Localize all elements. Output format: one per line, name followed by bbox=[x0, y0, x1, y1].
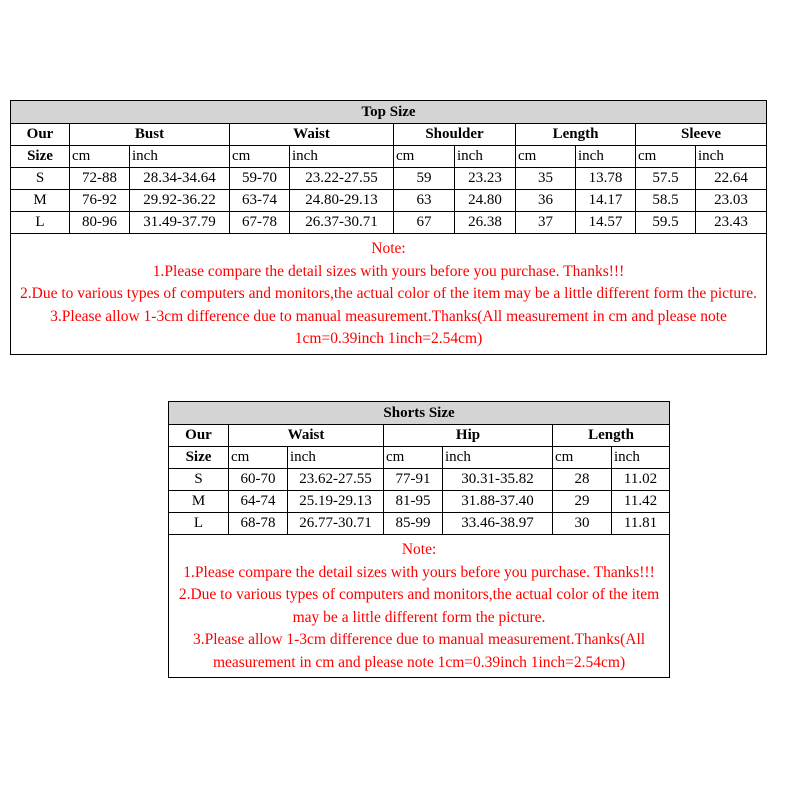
table-cell: 59-70 bbox=[230, 168, 290, 190]
table-cell: 25.19-29.13 bbox=[288, 491, 384, 513]
unit-header: cm bbox=[394, 146, 455, 168]
table-cell: 26.37-30.71 bbox=[290, 212, 394, 234]
table-row bbox=[169, 513, 670, 535]
table-cell: 14.57 bbox=[576, 212, 636, 234]
unit-header: inch bbox=[455, 146, 516, 168]
unit-header: cm bbox=[636, 146, 696, 168]
table-cell: 14.17 bbox=[576, 190, 636, 212]
unit-header: inch bbox=[443, 447, 553, 469]
group-waist: Waist bbox=[230, 124, 394, 146]
note-line: 1.Please compare the detail sizes with yours before you purchase. Thanks!!! bbox=[183, 563, 655, 581]
unit-header: cm bbox=[229, 447, 288, 469]
group-waist: Waist bbox=[229, 425, 384, 447]
table-row bbox=[11, 190, 767, 212]
table-cell: 11.02 bbox=[612, 469, 670, 491]
unit-header: inch bbox=[130, 146, 230, 168]
table-cell: 80-96 bbox=[70, 212, 130, 234]
table-cell: 28 bbox=[553, 469, 612, 491]
table-row bbox=[169, 469, 670, 491]
table-cell: 85-99 bbox=[384, 513, 443, 535]
table-cell: 31.49-37.79 bbox=[130, 212, 230, 234]
our-label: Our bbox=[11, 124, 70, 146]
table-cell: 11.81 bbox=[612, 513, 670, 535]
table-cell: 11.42 bbox=[612, 491, 670, 513]
table-cell: 63 bbox=[394, 190, 455, 212]
table-row bbox=[11, 168, 767, 190]
table-cell: 26.38 bbox=[455, 212, 516, 234]
group-length: Length bbox=[516, 124, 636, 146]
table-cell: 72-88 bbox=[70, 168, 130, 190]
unit-header: cm bbox=[70, 146, 130, 168]
table-cell: 57.5 bbox=[636, 168, 696, 190]
table-cell: 26.77-30.71 bbox=[288, 513, 384, 535]
group-length: Length bbox=[553, 425, 670, 447]
table-cell: 23.03 bbox=[696, 190, 767, 212]
unit-header: inch bbox=[612, 447, 670, 469]
table-cell: 29.92-36.22 bbox=[130, 190, 230, 212]
table-cell: 30 bbox=[553, 513, 612, 535]
table-cell: 67-78 bbox=[230, 212, 290, 234]
note-line: 3.Please allow 1-3cm difference due to manual measurement.Thanks(All measurement in cm and please note 1cm=0.39inch 1inch=2.54cm) bbox=[50, 307, 727, 347]
note-line: 2.Due to various types of computers and monitors,the actual color of the item may be a little different form the picture. bbox=[20, 285, 758, 302]
unit-header: cm bbox=[516, 146, 576, 168]
table-cell: 13.78 bbox=[576, 168, 636, 190]
shorts-size-table bbox=[168, 401, 670, 678]
table-cell: 33.46-38.97 bbox=[443, 513, 553, 535]
table-cell: 37 bbox=[516, 212, 576, 234]
table-cell: 36 bbox=[516, 190, 576, 212]
table-cell: 81-95 bbox=[384, 491, 443, 513]
table-cell: 67 bbox=[394, 212, 455, 234]
table-cell: 63-74 bbox=[230, 190, 290, 212]
size-cell: M bbox=[11, 190, 70, 212]
unit-header: inch bbox=[696, 146, 767, 168]
size-label: Size bbox=[169, 447, 229, 469]
table-cell: 23.23 bbox=[455, 168, 516, 190]
table-cell: 24.80 bbox=[455, 190, 516, 212]
table-cell: 28.34-34.64 bbox=[130, 168, 230, 190]
size-cell: M bbox=[169, 491, 229, 513]
table-row bbox=[11, 212, 767, 234]
table-cell: 35 bbox=[516, 168, 576, 190]
unit-header: inch bbox=[576, 146, 636, 168]
note-line: 3.Please allow 1-3cm difference due to manual measurement.Thanks(All measurement in cm and please note 1cm=0.39inch 1inch=2.54cm) bbox=[192, 631, 646, 671]
size-cell: S bbox=[169, 469, 229, 491]
table-cell: 59 bbox=[394, 168, 455, 190]
note-title: Note: bbox=[371, 240, 406, 257]
unit-header: cm bbox=[384, 447, 443, 469]
shorts-note-block bbox=[169, 535, 670, 678]
unit-header: cm bbox=[553, 447, 612, 469]
table-cell: 76-92 bbox=[70, 190, 130, 212]
group-bust: Bust bbox=[70, 124, 230, 146]
note-title: Note: bbox=[401, 541, 437, 558]
table-cell: 68-78 bbox=[229, 513, 288, 535]
group-sleeve: Sleeve bbox=[636, 124, 767, 146]
our-label: Our bbox=[169, 425, 229, 447]
group-shoulder: Shoulder bbox=[394, 124, 516, 146]
note-line: 1.Please compare the detail sizes with yours before you purchase. Thanks!!! bbox=[152, 262, 625, 280]
unit-header: inch bbox=[288, 447, 384, 469]
table-cell: 60-70 bbox=[229, 469, 288, 491]
note-line: 2.Due to various types of computers and monitors,the actual color of the item may be a little different form the picture. bbox=[178, 586, 660, 626]
top-size-title: Top Size bbox=[11, 101, 767, 124]
table-cell: 23.22-27.55 bbox=[290, 168, 394, 190]
group-hip: Hip bbox=[384, 425, 553, 447]
shorts-size-title: Shorts Size bbox=[169, 402, 670, 425]
top-size-table bbox=[10, 100, 767, 355]
table-cell: 24.80-29.13 bbox=[290, 190, 394, 212]
unit-header: cm bbox=[230, 146, 290, 168]
unit-header: inch bbox=[290, 146, 394, 168]
size-cell: L bbox=[11, 212, 70, 234]
table-cell: 59.5 bbox=[636, 212, 696, 234]
table-cell: 22.64 bbox=[696, 168, 767, 190]
table-cell: 31.88-37.40 bbox=[443, 491, 553, 513]
table-cell: 64-74 bbox=[229, 491, 288, 513]
top-note-block bbox=[11, 234, 767, 355]
size-label: Size bbox=[11, 146, 70, 168]
size-cell: L bbox=[169, 513, 229, 535]
size-cell: S bbox=[11, 168, 70, 190]
table-cell: 23.62-27.55 bbox=[288, 469, 384, 491]
table-cell: 30.31-35.82 bbox=[443, 469, 553, 491]
table-cell: 58.5 bbox=[636, 190, 696, 212]
table-row bbox=[169, 491, 670, 513]
table-cell: 23.43 bbox=[696, 212, 767, 234]
table-cell: 29 bbox=[553, 491, 612, 513]
table-cell: 77-91 bbox=[384, 469, 443, 491]
